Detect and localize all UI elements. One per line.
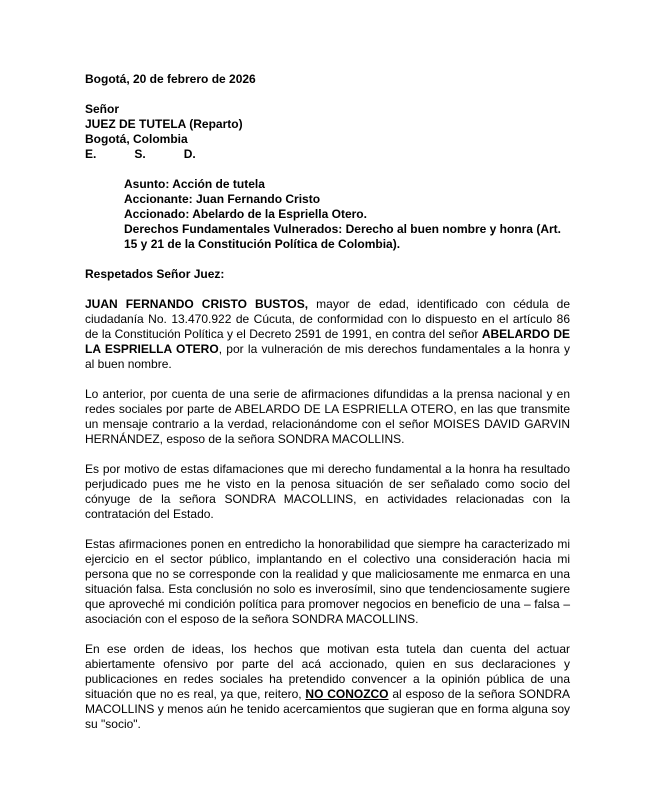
paragraph: [85, 297, 570, 372]
text-segment: al esposo de la señora SONDRA MACOLLINS y menos aún he tenido acercamientos que sugieran que en forma alguna soy su "socio".: [85, 687, 570, 731]
letter-body: [85, 297, 570, 732]
paragraph: [85, 642, 570, 732]
esd-letter-d: D.: [183, 147, 196, 161]
text-segment: NO CONOZCO: [305, 687, 389, 701]
paragraph: [85, 537, 570, 627]
text-segment: Es por motivo de estas difamaciones que mi derecho fundamental a la honra ha resultado perjudicado pues me he visto en la penosa situación de ser señalado como socio del cónyuge de la señora SONDRA MACOLLINS, en actividades relacionadas con la contratación del Estado.: [85, 462, 570, 521]
recipient-line-judge: JUEZ DE TUTELA (Reparto): [85, 117, 243, 131]
esd-letter-e: E.: [85, 147, 97, 161]
letter-date: Bogotá, 20 de febrero de 2026: [85, 72, 256, 86]
subject-line-accionante: Accionante: Juan Fernando Cristo: [124, 192, 321, 206]
text-segment: Estas afirmaciones ponen en entredicho la honorabilidad que siempre ha caracterizado mi ejercicio en el sector público, implantando en el colectivo una consideración hacia mi persona que no se corresponde con la realidad y que maliciosamente me enmarca en una situación falsa. Esta conclusión no solo es inverosímil, sino que tendenciosamente sugiere que aproveché mi condición política para promover negocios en beneficio de una – falsa – asociación con el esposo de la señora SONDRA MACOLLINS.: [85, 537, 570, 626]
recipient-block: [85, 102, 570, 162]
text-segment: , por la vulneración de mis derechos fundamentales a la honra y al buen nombre.: [85, 342, 570, 371]
esd-letter-s: S.: [134, 147, 146, 161]
subject-line-accionado: Accionado: Abelardo de la Espriella Otero.: [124, 207, 367, 221]
text-segment: Lo anterior, por cuenta de una serie de afirmaciones difundidas a la prensa nacional y en redes sociales por parte de ABELARDO DE LA ESPRIELLA OTERO, en las que transmite un mensaje contrario a la verdad, relacionándome con el señor MOISES DAVID GARVIN HERNÁNDEZ, esposo de la señora SONDRA MACOLLINS.: [85, 387, 570, 446]
text-segment: ABELARDO DE LA ESPRIELLA OTERO: [85, 327, 570, 356]
salutation: Respetados Señor Juez:: [85, 267, 225, 281]
text-segment: mayor de edad, identificado con cédula de ciudadanía No. 13.470.922 de Cúcuta, de conformidad con lo dispuesto en el artículo 86 de la Constitución Política y el Decreto 2591 de 1991, en contra del señor: [85, 297, 570, 341]
paragraph: [85, 462, 570, 522]
esd-line: [85, 147, 570, 162]
recipient-line-senor: Señor: [85, 102, 120, 116]
text-segment: JUAN FERNANDO CRISTO BUSTOS,: [85, 297, 309, 311]
subject-line-derechos: Derechos Fundamentales Vulnerados: Derecho al buen nombre y honra (Art. 15 y 21 de la Constitución Política de Colombia).: [124, 222, 561, 251]
subject-block: [124, 177, 570, 252]
text-segment: En ese orden de ideas, los hechos que motivan esta tutela dan cuenta del actuar abiertamente ofensivo por parte del acá accionado, quien en sus declaraciones y publicaciones en redes sociales ha pretendido convencer a la opinión pública de una situación que no es real, ya que, reitero,: [85, 642, 570, 701]
paragraph: [85, 387, 570, 447]
recipient-line-city: Bogotá, Colombia: [85, 132, 188, 146]
subject-line-asunto: Asunto: Acción de tutela: [124, 177, 265, 191]
